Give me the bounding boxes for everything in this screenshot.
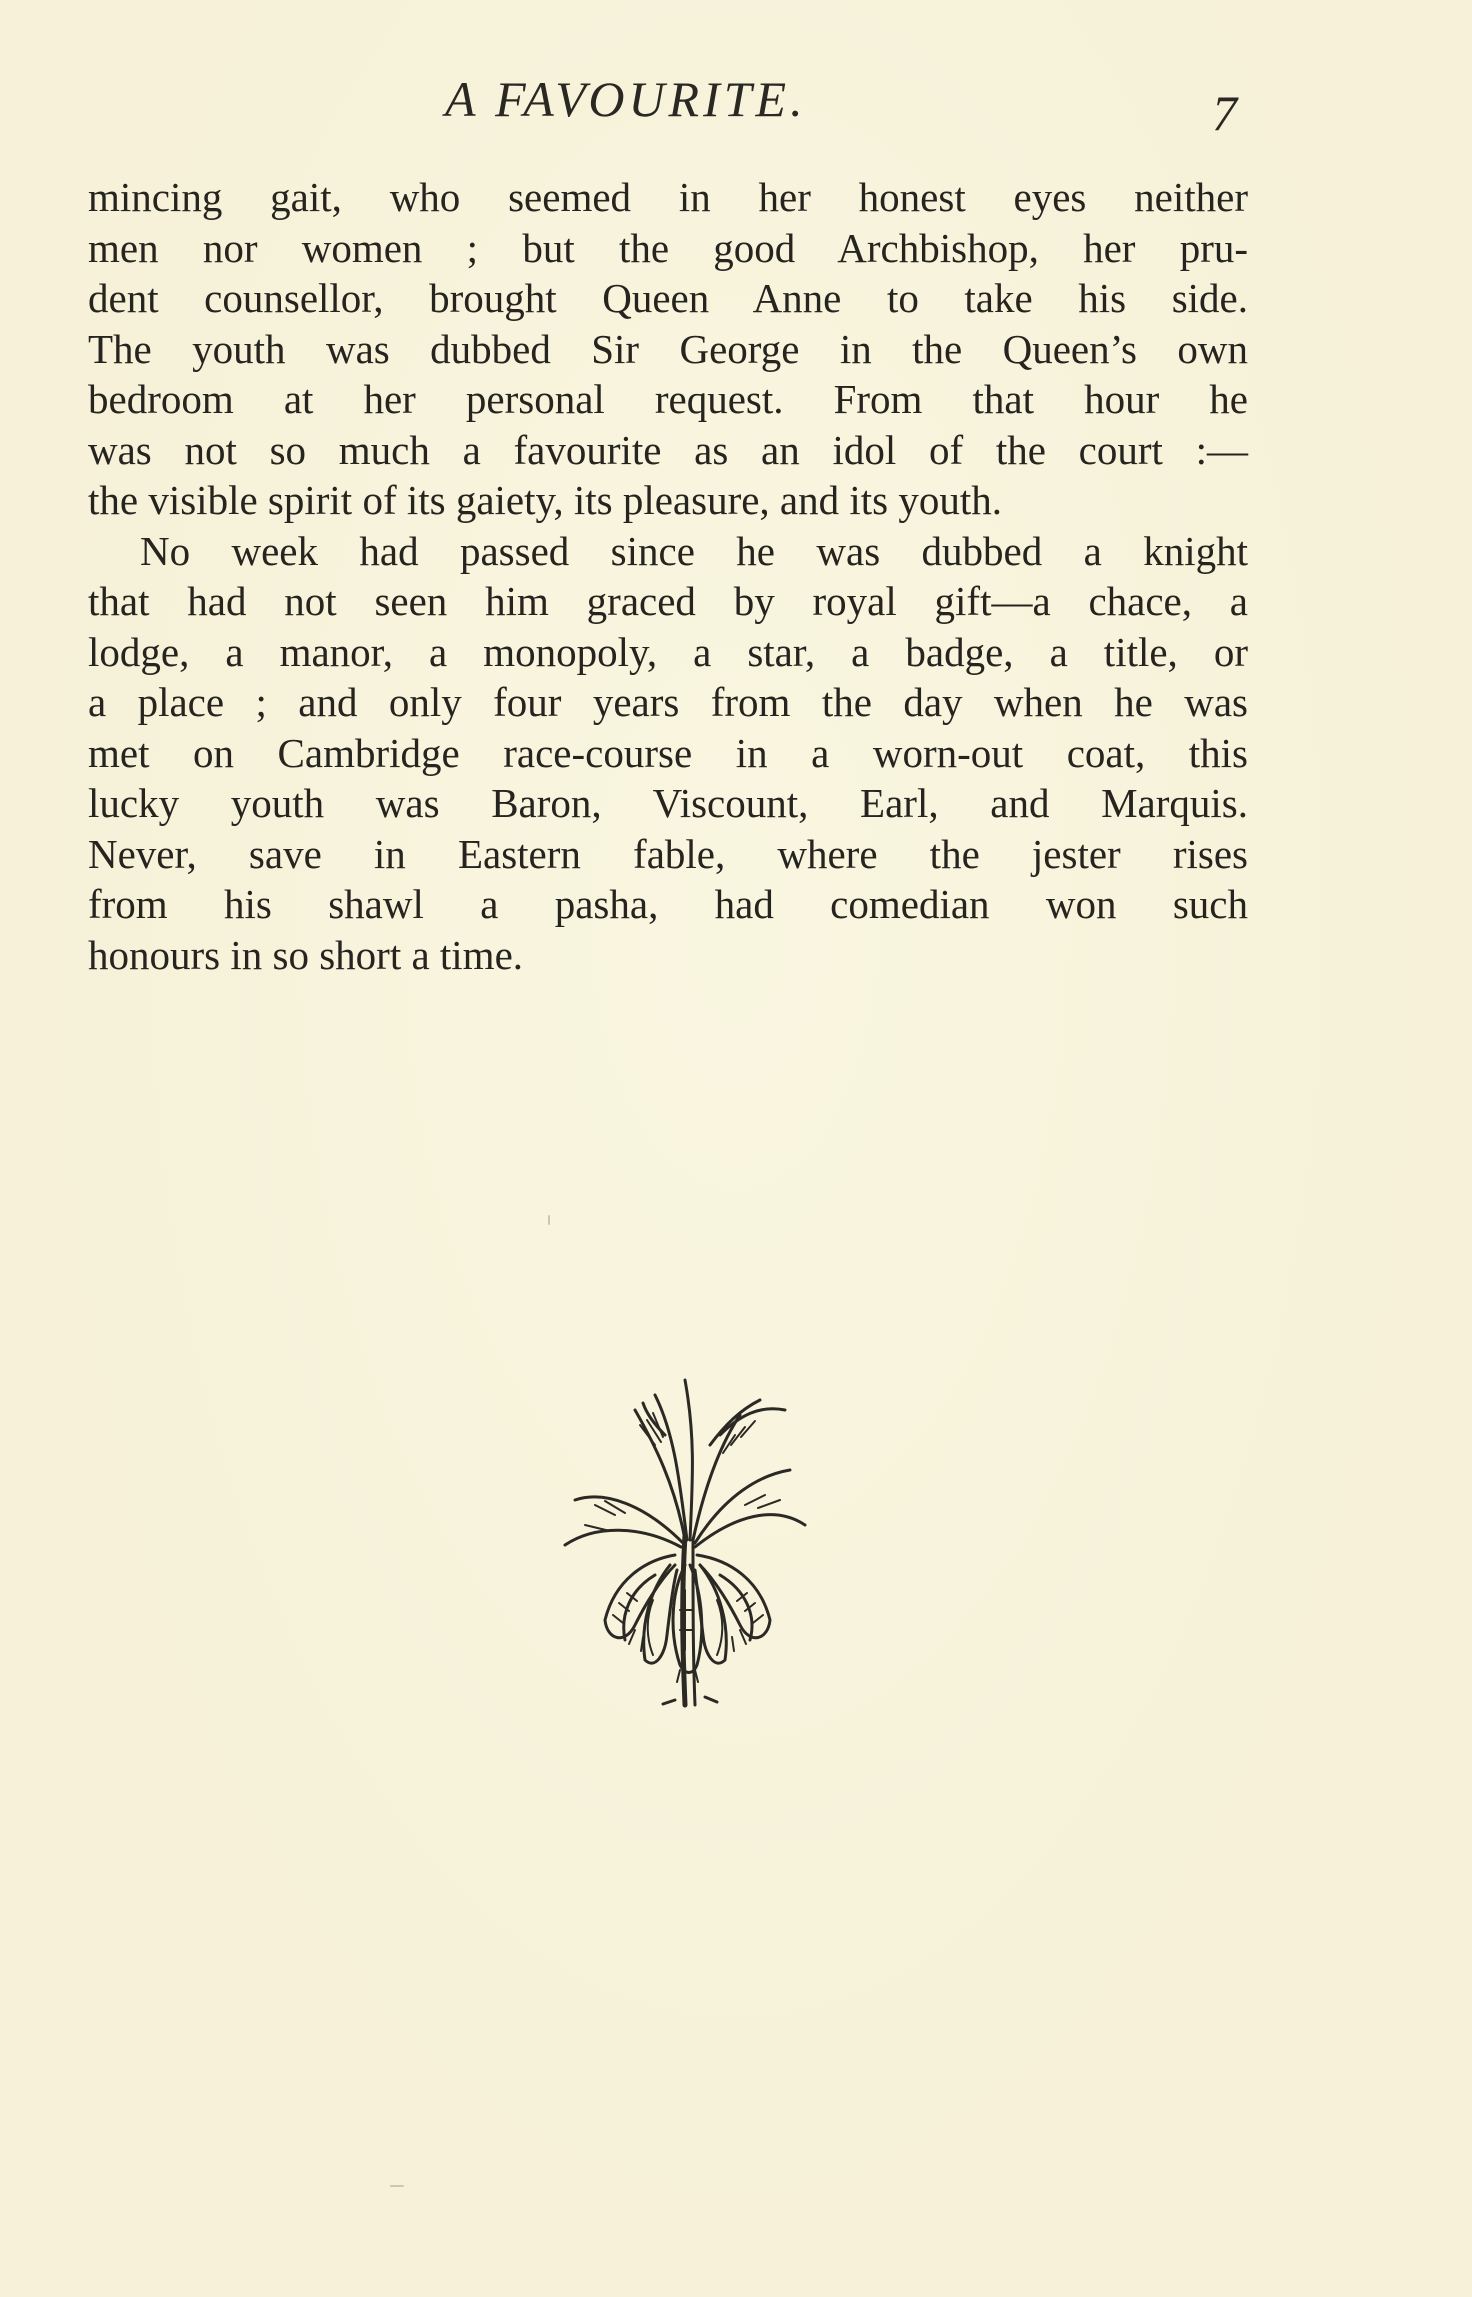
- paragraph-end-line: the visible spirit of its gaiety, its pleasure, and its youth.: [88, 477, 1003, 523]
- paper-speck: [548, 1215, 550, 1225]
- text-line: dent counsellor, brought Queen Anne to take his side.: [88, 275, 1248, 321]
- text-line: a place ; and only four years from the day when he was: [88, 679, 1248, 725]
- text-line: that had not seen him graced by royal gift—a chace, a: [88, 578, 1248, 624]
- text-line: lodge, a manor, a monopoly, a star, a badge, a title, or: [88, 628, 1248, 675]
- text-line: met on Cambridge race-course in a worn-out coat, this: [88, 729, 1248, 776]
- text-line: lucky youth was Baron, Viscount, Earl, and Marquis.: [88, 780, 1248, 826]
- page-number: 7: [1212, 85, 1237, 141]
- text-line: men nor women ; but the good Archbishop, her pru-: [88, 224, 1248, 271]
- running-title: A FAVOURITE.: [445, 71, 807, 127]
- text-line: mincing gait, who seemed in her honest eyes neither: [88, 174, 1248, 220]
- crown-imperial-fritillary-vignette-icon: [535, 1375, 835, 1715]
- running-head: [0, 70, 1472, 141]
- paragraph-end-line: honours in so short a time.: [88, 931, 524, 978]
- paragraph-first-line: No week had passed since he was dubbed a knight: [140, 527, 1248, 574]
- text-line: bedroom at her personal request. From that hour he: [88, 376, 1248, 422]
- body-text: [88, 172, 1248, 980]
- text-line: from his shawl a pasha, had comedian won such: [88, 881, 1248, 927]
- text-line: The youth was dubbed Sir George in the Queen’s own: [88, 325, 1248, 372]
- text-line: was not so much a favourite as an idol of the court :—: [88, 426, 1248, 473]
- paper-speck: [390, 2185, 404, 2187]
- text-line: Never, save in Eastern fable, where the jester rises: [88, 830, 1248, 877]
